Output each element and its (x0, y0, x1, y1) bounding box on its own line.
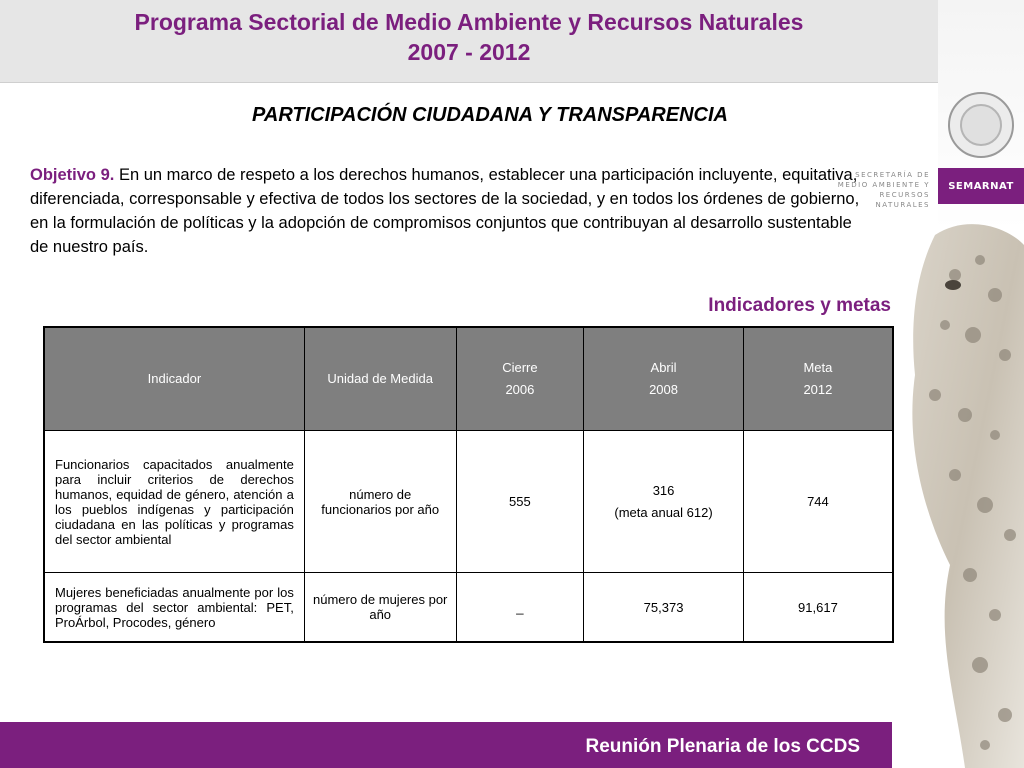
ministry-line1: SECRETARÍA DE (855, 171, 930, 179)
indicator-cell: Funcionarios capacitados anualmente para incluir criterios de derechos humanos, equidad de género, atención a los pueblos indígenas y participación ciudadana en las políticas y programas del sector ambiental (44, 431, 304, 573)
indicator-cell: Mujeres beneficiadas anualmente por los programas del sector ambiental: PET, ProÁrbol, Procodes, género (44, 573, 304, 643)
jaguar-image (895, 215, 1024, 768)
objective-text: En un marco de respeto a los derechos humanos, establecer una participación incluyente, equitativa, diferenciada, corresponsable y efectiva de todos los sectores de la sociedad, y en todos los órdenes de gobierno, en la formulación de políticas y la adopción de compromisos conjuntos que contribuyan al desarrollo sustentable de nuestro país. (30, 166, 860, 256)
section-title: PARTICIPACIÓN CIUDADANA Y TRANSPARENCIA (252, 104, 728, 126)
column-header-unit: Unidad de Medida (304, 327, 456, 431)
unit-cell: número de mujeres por año (304, 573, 456, 643)
cierre-2006-cell: _ (456, 573, 584, 643)
abril-2008-value: 316 (652, 482, 675, 498)
meta-2012-cell: 91,617 (743, 573, 893, 643)
ministry-line3: RECURSOS NATURALES (875, 191, 930, 209)
abril-2008-cell (584, 431, 744, 573)
page-title (0, 7, 938, 67)
abril-2008-note: (meta anual 612) (614, 504, 713, 520)
semarnat-logo: SEMARNAT (938, 168, 1024, 204)
header-bar (0, 0, 938, 83)
table-row (44, 431, 893, 573)
column-header-cierre: Cierre 2006 (456, 327, 584, 431)
column-header-meta: Meta 2012 (743, 327, 893, 431)
objective-paragraph (30, 163, 862, 259)
cierre-2006-cell: 555 (456, 431, 584, 573)
column-header-indicator: Indicador (44, 327, 304, 431)
table-row (44, 573, 893, 643)
page-title-line2: 2007 - 2012 (407, 39, 531, 65)
footer-text: Reunión Plenaria de los CCDS (585, 736, 860, 757)
footer-bar (0, 722, 892, 768)
indicators-heading: Indicadores y metas (708, 295, 891, 316)
abril-2008-cell: 75,373 (584, 573, 744, 643)
indicators-table (43, 326, 894, 643)
page-title-line1: Programa Sectorial de Medio Ambiente y Recursos Naturales (134, 9, 804, 35)
unit-cell: número de funcionarios por año (304, 431, 456, 573)
column-header-abril: Abril 2008 (584, 327, 744, 431)
objective-label: Objetivo 9. (30, 166, 115, 184)
meta-2012-cell: 744 (743, 431, 893, 573)
ministry-line2: MEDIO AMBIENTE Y (837, 181, 930, 189)
table-header-row (44, 327, 893, 431)
